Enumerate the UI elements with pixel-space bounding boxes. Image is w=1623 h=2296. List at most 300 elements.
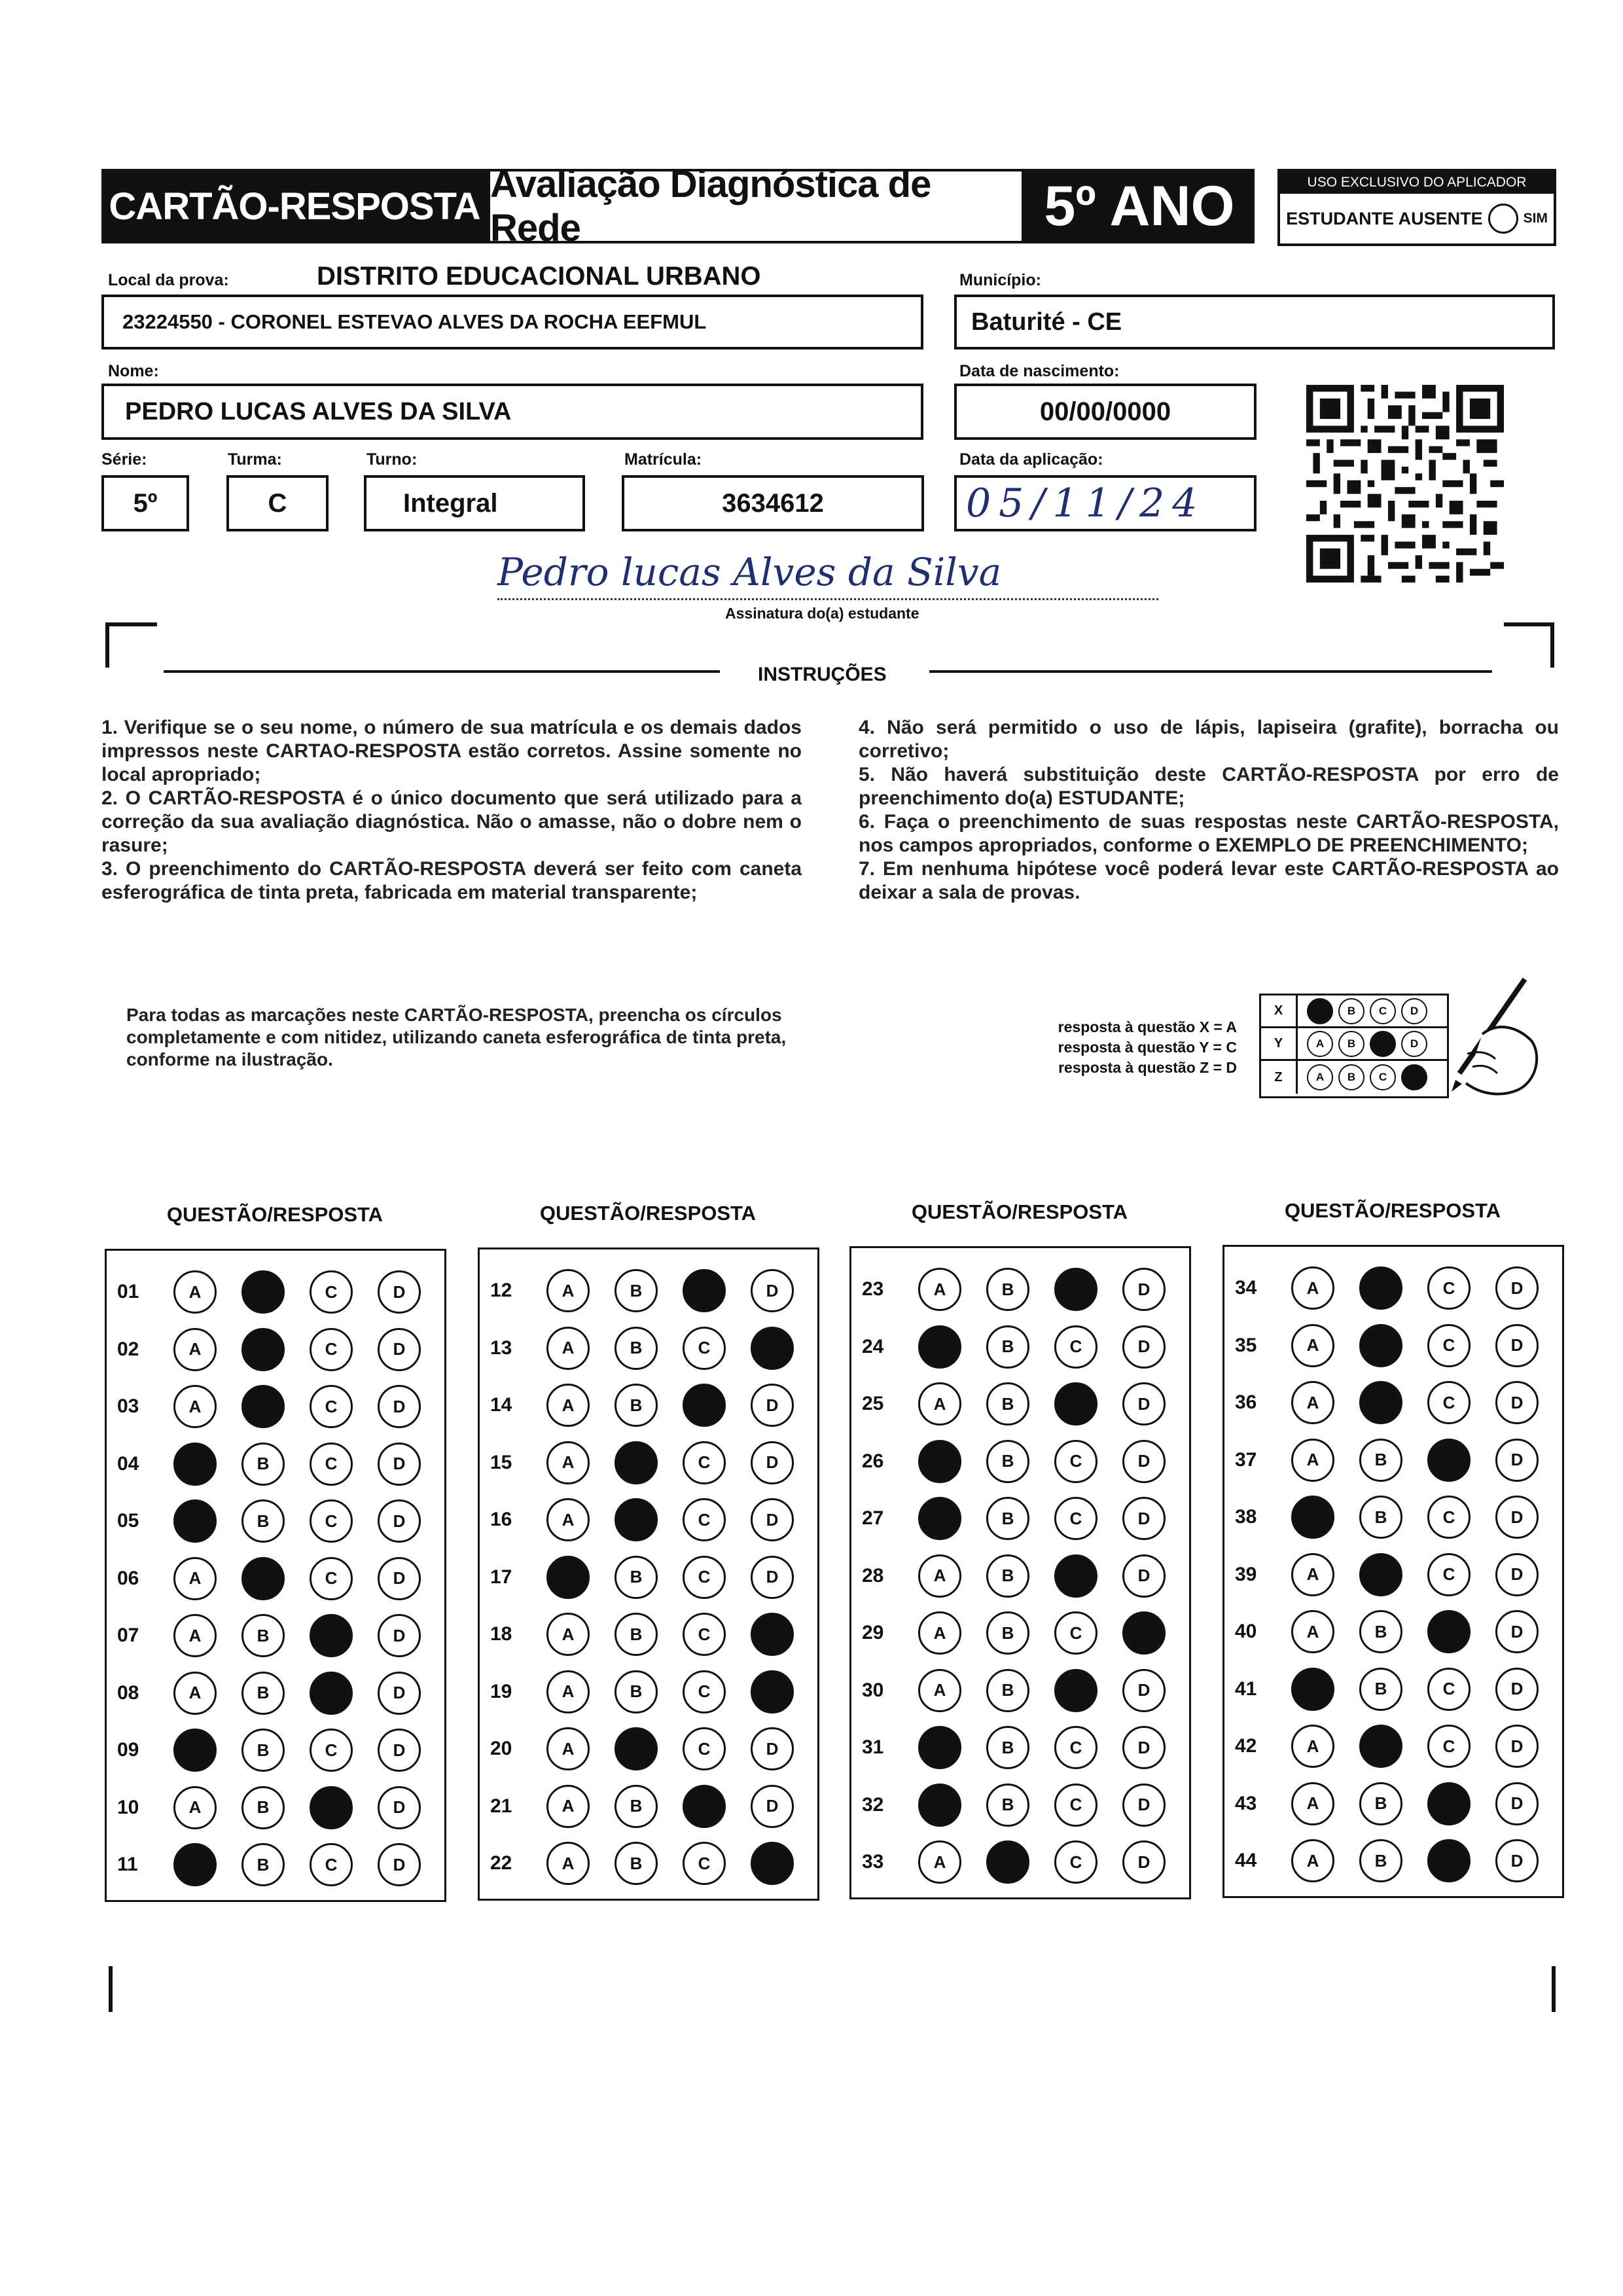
question-number: 05 <box>117 1510 139 1532</box>
example-bubble-x-a <box>1307 998 1333 1024</box>
answer-bubble-35-a[interactable]: A <box>1291 1324 1334 1367</box>
answer-bubble-13-d-filled[interactable] <box>751 1327 794 1370</box>
answer-bubble-33-d[interactable]: D <box>1122 1840 1166 1884</box>
answer-bubble-31-b[interactable]: B <box>986 1726 1029 1769</box>
answer-bubble-25-d[interactable]: D <box>1122 1382 1166 1426</box>
question-row <box>851 1607 1189 1659</box>
turno-label: Turno: <box>366 450 418 469</box>
answer-bubble-07-c-filled[interactable] <box>310 1614 353 1657</box>
answer-bubble-13-b[interactable]: B <box>615 1327 658 1370</box>
answer-bubble-35-b-filled[interactable] <box>1359 1324 1402 1367</box>
answer-bubble-23-c-filled[interactable] <box>1054 1268 1097 1311</box>
pen-hand-illustration <box>1420 975 1544 1100</box>
answer-bubble-25-c-filled[interactable] <box>1054 1382 1097 1426</box>
answer-bubble-08-d[interactable]: D <box>378 1672 421 1715</box>
answer-bubble-43-b[interactable]: B <box>1359 1782 1402 1825</box>
answer-bubble-27-d[interactable]: D <box>1122 1497 1166 1540</box>
answer-bubble-20-c[interactable]: C <box>683 1727 726 1770</box>
answer-bubble-33-a[interactable]: A <box>918 1840 961 1884</box>
answer-bubble-30-c-filled[interactable] <box>1054 1669 1097 1712</box>
question-number: 33 <box>862 1851 884 1873</box>
question-number: 20 <box>490 1738 512 1759</box>
answer-bubble-33-b-filled[interactable] <box>986 1840 1029 1884</box>
question-row <box>1224 1835 1562 1886</box>
serie-value: 5º <box>133 488 158 518</box>
question-row <box>851 1493 1189 1544</box>
question-row <box>851 1837 1189 1888</box>
answer-bubble-12-d[interactable]: D <box>751 1269 794 1312</box>
answer-bubble-21-d[interactable]: D <box>751 1785 794 1828</box>
answer-bubble-40-b[interactable]: B <box>1359 1610 1402 1653</box>
answer-bubble-05-b[interactable]: B <box>241 1499 285 1543</box>
answer-bubble-04-a-filled[interactable] <box>173 1443 217 1486</box>
question-number: 21 <box>490 1795 512 1817</box>
local-district: DISTRITO EDUCACIONAL URBANO <box>317 262 761 291</box>
example-bubble-y-a: A <box>1307 1031 1333 1057</box>
question-row <box>107 1381 444 1432</box>
answer-bubble-08-b[interactable]: B <box>241 1672 285 1715</box>
answer-bubble-23-b[interactable]: B <box>986 1268 1029 1311</box>
answer-bubble-27-c[interactable]: C <box>1054 1497 1097 1540</box>
answer-bubble-15-d[interactable]: D <box>751 1441 794 1484</box>
answer-bubble-28-a[interactable]: A <box>918 1554 961 1598</box>
answer-bubble-29-a[interactable]: A <box>918 1611 961 1655</box>
answer-bubble-13-c[interactable]: C <box>683 1327 726 1370</box>
answer-bubble-36-a[interactable]: A <box>1291 1381 1334 1424</box>
answer-bubble-22-a[interactable]: A <box>546 1842 590 1885</box>
question-number: 40 <box>1235 1621 1257 1642</box>
answer-bubble-43-a[interactable]: A <box>1291 1782 1334 1825</box>
corner-mark-bottom-right <box>1505 1966 1558 2012</box>
answer-bubble-32-b[interactable]: B <box>986 1784 1029 1827</box>
example-bubble-z-c: C <box>1370 1064 1396 1090</box>
answer-bubble-02-b-filled[interactable] <box>241 1328 285 1371</box>
answer-bubble-38-b[interactable]: B <box>1359 1496 1402 1539</box>
answer-bubble-06-d[interactable]: D <box>378 1557 421 1600</box>
answer-bubble-44-c-filled[interactable] <box>1427 1839 1471 1882</box>
answer-bubble-09-a-filled[interactable] <box>173 1729 217 1772</box>
example-row-y <box>1261 1028 1447 1061</box>
answer-bubble-27-a-filled[interactable] <box>918 1497 961 1540</box>
answer-bubble-41-b[interactable]: B <box>1359 1668 1402 1711</box>
answer-bubble-29-c[interactable]: C <box>1054 1611 1097 1655</box>
question-number: 34 <box>1235 1277 1257 1299</box>
answer-bubble-43-d[interactable]: D <box>1495 1782 1539 1825</box>
answer-bubble-19-b[interactable]: B <box>615 1670 658 1713</box>
question-row <box>480 1838 817 1889</box>
question-row <box>851 1321 1189 1372</box>
answer-bubble-30-d[interactable]: D <box>1122 1669 1166 1712</box>
answer-bubble-26-d[interactable]: D <box>1122 1440 1166 1483</box>
question-number: 23 <box>862 1278 884 1300</box>
answer-bubble-21-c-filled[interactable] <box>683 1785 726 1828</box>
answer-bubble-18-d-filled[interactable] <box>751 1613 794 1656</box>
matricula-value: 3634612 <box>722 488 824 518</box>
answer-bubble-01-a[interactable]: A <box>173 1270 217 1314</box>
question-number: 22 <box>490 1852 512 1874</box>
answer-bubble-32-a-filled[interactable] <box>918 1784 961 1827</box>
question-number: 14 <box>490 1394 512 1416</box>
answer-bubble-10-c-filled[interactable] <box>310 1786 353 1829</box>
answer-bubble-23-a[interactable]: A <box>918 1268 961 1311</box>
answer-bubble-16-b-filled[interactable] <box>615 1498 658 1541</box>
answer-bubble-30-b[interactable]: B <box>986 1669 1029 1712</box>
answer-bubble-07-a[interactable]: A <box>173 1614 217 1657</box>
answer-bubble-18-a[interactable]: A <box>546 1613 590 1656</box>
municipio-label: Município: <box>959 271 1041 289</box>
answer-bubble-35-c[interactable]: C <box>1427 1324 1471 1367</box>
question-row <box>851 1722 1189 1773</box>
example-key-z: Z <box>1261 1061 1298 1094</box>
answer-bubble-10-d[interactable]: D <box>378 1786 421 1829</box>
answer-bubble-24-b[interactable]: B <box>986 1325 1029 1369</box>
evaluation-title: Avaliação Diagnóstica de Rede <box>490 163 931 249</box>
answer-bubble-01-d[interactable]: D <box>378 1270 421 1314</box>
question-row <box>851 1436 1189 1487</box>
answer-bubble-25-a[interactable]: A <box>918 1382 961 1426</box>
answer-bubble-04-c[interactable]: C <box>310 1443 353 1486</box>
answer-bubble-42-c[interactable]: C <box>1427 1725 1471 1768</box>
answer-bubble-03-a[interactable]: A <box>173 1385 217 1428</box>
question-row <box>480 1609 817 1660</box>
example-bubble-x-d: D <box>1401 998 1427 1024</box>
answer-bubble-32-c[interactable]: C <box>1054 1784 1097 1827</box>
serie-label: Série: <box>101 450 147 469</box>
turma-label: Turma: <box>228 450 282 469</box>
aplicacao-value: 05/11/24 <box>966 480 1205 526</box>
answer-bubble-30-a[interactable]: A <box>918 1669 961 1712</box>
example-bubble-z-a: A <box>1307 1064 1333 1090</box>
question-number: 02 <box>117 1338 139 1360</box>
answer-bubble-26-a-filled[interactable] <box>918 1440 961 1483</box>
answer-bubble-03-c[interactable]: C <box>310 1385 353 1428</box>
answer-bubble-20-a[interactable]: A <box>546 1727 590 1770</box>
example-bubble-z-b: B <box>1338 1064 1364 1090</box>
answer-bubble-04-b[interactable]: B <box>241 1443 285 1486</box>
answer-bubble-03-d[interactable]: D <box>378 1385 421 1428</box>
instruction-5: 5. Não haverá substituição deste CARTÃO-RESPOSTA por erro de preenchimento do(a) ESTUDANTE; <box>859 764 1559 809</box>
answer-bubble-19-a[interactable]: A <box>546 1670 590 1713</box>
answer-bubble-33-c[interactable]: C <box>1054 1840 1097 1884</box>
answer-bubble-40-d[interactable]: D <box>1495 1610 1539 1653</box>
answer-bubble-24-c[interactable]: C <box>1054 1325 1097 1369</box>
answer-bubble-19-c[interactable]: C <box>683 1670 726 1713</box>
answer-bubble-22-d-filled[interactable] <box>751 1842 794 1885</box>
answer-bubble-34-d[interactable]: D <box>1495 1266 1539 1310</box>
question-number: 12 <box>490 1280 512 1301</box>
answer-bubble-20-d[interactable]: D <box>751 1727 794 1770</box>
answer-bubble-10-a[interactable]: A <box>173 1786 217 1829</box>
column-title-2: QUESTÃO/RESPOSTA <box>539 1202 757 1225</box>
answer-bubble-06-b-filled[interactable] <box>241 1557 285 1600</box>
example-key-y: Y <box>1261 1028 1298 1059</box>
answer-bubble-44-d[interactable]: D <box>1495 1839 1539 1882</box>
instructions-left <box>101 716 802 905</box>
question-number: 35 <box>1235 1334 1257 1356</box>
answer-bubble-07-d[interactable]: D <box>378 1614 421 1657</box>
answer-bubble-31-c[interactable]: C <box>1054 1726 1097 1769</box>
question-row <box>851 1780 1189 1831</box>
instruction-7: 7. Em nenhuma hipótese você poderá levar este CARTÃO-RESPOSTA ao deixar a sala de provas. <box>859 858 1559 903</box>
answer-bubble-09-c[interactable]: C <box>310 1729 353 1772</box>
answer-bubble-39-a[interactable]: A <box>1291 1553 1334 1596</box>
answer-bubble-42-b-filled[interactable] <box>1359 1725 1402 1768</box>
answer-bubble-41-c[interactable]: C <box>1427 1668 1471 1711</box>
answer-bubble-02-c[interactable]: C <box>310 1328 353 1371</box>
answer-bubble-29-d-filled[interactable] <box>1122 1611 1166 1655</box>
answer-bubble-15-a[interactable]: A <box>546 1441 590 1484</box>
answer-bubble-14-d[interactable]: D <box>751 1384 794 1427</box>
column-title-3: QUESTÃO/RESPOSTA <box>911 1200 1128 1223</box>
answer-bubble-11-c[interactable]: C <box>310 1843 353 1886</box>
question-row <box>480 1437 817 1488</box>
answer-bubble-15-c[interactable]: C <box>683 1441 726 1484</box>
question-row <box>1224 1606 1562 1657</box>
question-number: 27 <box>862 1507 884 1529</box>
answer-bubble-18-b[interactable]: B <box>615 1613 658 1656</box>
example-bubbles-y <box>1298 1028 1427 1059</box>
answer-bubble-06-c[interactable]: C <box>310 1557 353 1600</box>
answer-bubble-16-a[interactable]: A <box>546 1498 590 1541</box>
answer-bubble-42-a[interactable]: A <box>1291 1725 1334 1768</box>
question-number: 26 <box>862 1450 884 1472</box>
answer-bubble-16-d[interactable]: D <box>751 1498 794 1541</box>
answer-bubble-14-b[interactable]: B <box>615 1384 658 1427</box>
answer-bubble-41-d[interactable]: D <box>1495 1668 1539 1711</box>
answer-bubble-09-b[interactable]: B <box>241 1729 285 1772</box>
answer-bubble-42-d[interactable]: D <box>1495 1725 1539 1768</box>
question-number: 39 <box>1235 1563 1257 1585</box>
answer-bubble-38-d[interactable]: D <box>1495 1496 1539 1539</box>
column-title-4: QUESTÃO/RESPOSTA <box>1284 1199 1501 1222</box>
answer-bubble-15-b-filled[interactable] <box>615 1441 658 1484</box>
answer-bubble-36-c[interactable]: C <box>1427 1381 1471 1424</box>
question-number: 18 <box>490 1623 512 1645</box>
question-number: 03 <box>117 1395 139 1417</box>
answer-bubble-17-a-filled[interactable] <box>546 1556 590 1599</box>
answer-bubble-40-a[interactable]: A <box>1291 1610 1334 1653</box>
answer-bubble-37-d[interactable]: D <box>1495 1439 1539 1482</box>
question-row <box>1224 1721 1562 1772</box>
question-row <box>107 1266 444 1318</box>
question-row <box>1224 1549 1562 1600</box>
answer-bubble-17-b[interactable]: B <box>615 1556 658 1599</box>
answer-bubble-38-c[interactable]: C <box>1427 1496 1471 1539</box>
answer-bubble-06-a[interactable]: A <box>173 1557 217 1600</box>
answer-bubble-31-d[interactable]: D <box>1122 1726 1166 1769</box>
answer-bubble-08-a[interactable]: A <box>173 1672 217 1715</box>
absent-checkbox[interactable] <box>1488 204 1518 234</box>
answer-bubble-44-b[interactable]: B <box>1359 1839 1402 1882</box>
answer-bubble-02-d[interactable]: D <box>378 1328 421 1371</box>
question-number: 31 <box>862 1736 884 1758</box>
answer-bubble-22-b[interactable]: B <box>615 1842 658 1885</box>
question-row <box>107 1610 444 1661</box>
answer-bubble-12-a[interactable]: A <box>546 1269 590 1312</box>
answer-bubble-11-d[interactable]: D <box>378 1843 421 1886</box>
applicator-box <box>1277 169 1556 246</box>
answer-bubble-08-c-filled[interactable] <box>310 1672 353 1715</box>
answer-bubble-17-c[interactable]: C <box>683 1556 726 1599</box>
answer-bubble-24-d[interactable]: D <box>1122 1325 1166 1369</box>
answer-bubble-37-b[interactable]: B <box>1359 1439 1402 1482</box>
absent-label: ESTUDANTE AUSENTE <box>1286 208 1483 228</box>
answer-bubble-36-b-filled[interactable] <box>1359 1381 1402 1424</box>
question-number: 06 <box>117 1567 139 1589</box>
answer-bubble-26-b[interactable]: B <box>986 1440 1029 1483</box>
answer-bubble-38-a-filled[interactable] <box>1291 1496 1334 1539</box>
question-number: 42 <box>1235 1735 1257 1757</box>
example-bubbles-z <box>1298 1061 1427 1094</box>
signature-handwritten: Pedro lucas Alves da Silva <box>497 550 1002 594</box>
question-number: 37 <box>1235 1448 1257 1471</box>
example-bubble-y-c <box>1370 1031 1396 1057</box>
answer-bubble-05-d[interactable]: D <box>378 1499 421 1543</box>
answer-panel-4 <box>1222 1245 1564 1898</box>
question-number: 25 <box>862 1393 884 1414</box>
example-legend <box>969 1017 1237 1078</box>
absent-yes-label: SIM <box>1523 211 1548 226</box>
answer-bubble-43-c-filled[interactable] <box>1427 1782 1471 1825</box>
question-number: 07 <box>117 1624 139 1646</box>
answer-bubble-28-b[interactable]: B <box>986 1554 1029 1598</box>
matricula-field <box>622 475 924 531</box>
answer-bubble-05-a-filled[interactable] <box>173 1499 217 1543</box>
answer-bubble-35-d[interactable]: D <box>1495 1324 1539 1367</box>
answer-bubble-24-a-filled[interactable] <box>918 1325 961 1369</box>
local-value: 23224550 - CORONEL ESTEVAO ALVES DA ROCHA EEFMUL <box>122 310 707 333</box>
nascimento-field <box>954 384 1257 440</box>
example-bubble-x-b: B <box>1338 998 1364 1024</box>
question-row <box>107 1324 444 1375</box>
answer-bubble-39-c[interactable]: C <box>1427 1553 1471 1596</box>
question-number: 09 <box>117 1739 139 1761</box>
nome-value: PEDRO LUCAS ALVES DA SILVA <box>125 397 512 425</box>
answer-bubble-03-b-filled[interactable] <box>241 1385 285 1428</box>
example-text: Para todas as marcações neste CARTÃO-RESPOSTA, preencha os círculos completamente e com nitidez, utilizando caneta esferográfica de tinta preta, conforme na ilustração. <box>126 1005 787 1069</box>
answer-bubble-36-d[interactable]: D <box>1495 1381 1539 1424</box>
answer-bubble-28-d[interactable]: D <box>1122 1554 1166 1598</box>
answer-bubble-14-c-filled[interactable] <box>683 1384 726 1427</box>
instruction-3: 3. O preenchimento do CARTÃO-RESPOSTA deverá ser feito com caneta esferográfica de tinta preta, fabricada em material transparente; <box>101 858 802 903</box>
example-legend-y: resposta à questão Y = C <box>1058 1039 1237 1056</box>
question-number: 28 <box>862 1564 884 1587</box>
municipio-value: Baturité - CE <box>971 308 1122 336</box>
applicator-label: USO EXCLUSIVO DO APLICADOR <box>1280 171 1554 194</box>
answer-bubble-31-a-filled[interactable] <box>918 1726 961 1769</box>
answer-bubble-39-b-filled[interactable] <box>1359 1553 1402 1596</box>
answer-bubble-01-c[interactable]: C <box>310 1270 353 1314</box>
answer-bubble-12-c-filled[interactable] <box>683 1269 726 1312</box>
instruction-1: 1. Verifique se o seu nome, o número de sua matrícula e os demais dados impressos neste CARTAO-RESPOSTA estão corretos. Assine somente no local apropriado; <box>101 717 802 785</box>
answer-bubble-07-b[interactable]: B <box>241 1614 285 1657</box>
answer-bubble-34-c[interactable]: C <box>1427 1266 1471 1310</box>
instructions-right <box>859 716 1559 905</box>
question-row <box>480 1323 817 1374</box>
column-title-1: QUESTÃO/RESPOSTA <box>166 1203 383 1226</box>
answer-bubble-32-d[interactable]: D <box>1122 1784 1166 1827</box>
answer-bubble-19-d-filled[interactable] <box>751 1670 794 1713</box>
question-row <box>851 1264 1189 1315</box>
answer-bubble-05-c[interactable]: C <box>310 1499 353 1543</box>
nascimento-value: 00/00/0000 <box>1039 397 1171 426</box>
answer-bubble-11-a-filled[interactable] <box>173 1843 217 1886</box>
question-number: 24 <box>862 1335 884 1357</box>
answer-bubble-26-c[interactable]: C <box>1054 1440 1097 1483</box>
answer-bubble-13-a[interactable]: A <box>546 1327 590 1370</box>
answer-bubble-21-b[interactable]: B <box>615 1785 658 1828</box>
turma-value: C <box>268 488 287 518</box>
question-number: 04 <box>117 1452 139 1475</box>
question-number: 44 <box>1235 1850 1257 1871</box>
example-legend-z: resposta à questão Z = D <box>1058 1059 1237 1076</box>
answer-bubble-37-a[interactable]: A <box>1291 1439 1334 1482</box>
answer-bubble-23-d[interactable]: D <box>1122 1268 1166 1311</box>
answer-bubble-17-d[interactable]: D <box>751 1556 794 1599</box>
turno-value: Integral <box>403 488 498 518</box>
answer-bubble-11-b[interactable]: B <box>241 1843 285 1886</box>
question-row <box>480 1265 817 1316</box>
answer-bubble-28-c-filled[interactable] <box>1054 1554 1097 1598</box>
answer-bubble-34-b-filled[interactable] <box>1359 1266 1402 1310</box>
answer-bubble-39-d[interactable]: D <box>1495 1553 1539 1596</box>
answer-bubble-01-b-filled[interactable] <box>241 1270 285 1314</box>
answer-bubble-25-b[interactable]: B <box>986 1382 1029 1426</box>
nascimento-label: Data de nascimento: <box>959 362 1120 380</box>
aplicacao-field <box>954 475 1257 531</box>
answer-bubble-22-c[interactable]: C <box>683 1842 726 1885</box>
corner-mark-top-left <box>105 622 157 668</box>
question-row <box>1224 1435 1562 1486</box>
answer-bubble-37-c-filled[interactable] <box>1427 1439 1471 1482</box>
answer-bubble-44-a[interactable]: A <box>1291 1839 1334 1882</box>
example-bubbles-x <box>1298 996 1427 1026</box>
question-row <box>851 1378 1189 1429</box>
question-row <box>107 1725 444 1776</box>
question-number: 08 <box>117 1681 139 1704</box>
answer-bubble-18-c[interactable]: C <box>683 1613 726 1656</box>
answer-bubble-12-b[interactable]: B <box>615 1269 658 1312</box>
answer-bubble-04-d[interactable]: D <box>378 1443 421 1486</box>
grade-title: 5º ANO <box>1044 174 1235 238</box>
question-row <box>480 1781 817 1832</box>
answer-bubble-02-a[interactable]: A <box>173 1328 217 1371</box>
question-row <box>107 1839 444 1890</box>
answer-bubble-09-d[interactable]: D <box>378 1729 421 1772</box>
serie-field <box>101 475 189 531</box>
example-bubble-y-b: B <box>1338 1031 1364 1057</box>
answer-bubble-29-b[interactable]: B <box>986 1611 1029 1655</box>
example-key-x: X <box>1261 996 1298 1026</box>
answer-bubble-16-c[interactable]: C <box>683 1498 726 1541</box>
question-number: 29 <box>862 1622 884 1643</box>
answer-bubble-20-b-filled[interactable] <box>615 1727 658 1770</box>
corner-mark-bottom-left <box>108 1966 160 2012</box>
local-label: Local da prova: <box>108 271 229 289</box>
question-row <box>107 1439 444 1490</box>
answer-bubble-40-c-filled[interactable] <box>1427 1610 1471 1653</box>
answer-bubble-10-b[interactable]: B <box>241 1786 285 1829</box>
answer-bubble-27-b[interactable]: B <box>986 1497 1029 1540</box>
answer-bubble-41-a-filled[interactable] <box>1291 1668 1334 1711</box>
question-row <box>480 1494 817 1545</box>
answer-bubble-34-a[interactable]: A <box>1291 1266 1334 1310</box>
question-row <box>107 1553 444 1604</box>
question-row <box>480 1380 817 1431</box>
answer-bubble-14-a[interactable]: A <box>546 1384 590 1427</box>
answer-bubble-21-a[interactable]: A <box>546 1785 590 1828</box>
question-number: 13 <box>490 1336 512 1359</box>
